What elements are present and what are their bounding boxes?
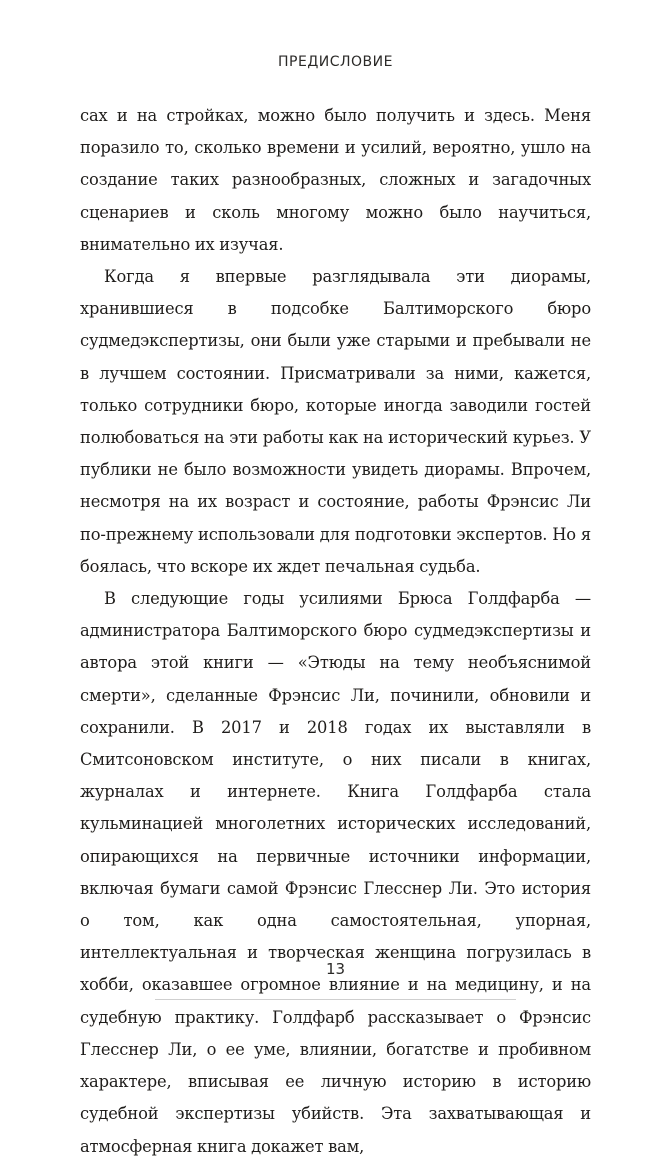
- running-head: ПРЕДИСЛОВИЕ: [278, 54, 393, 70]
- paragraph-continuation: сах и на стройках, можно было получить и здесь. Меня поразило то, сколько времени и усилий, вероятно, ушло на создание таких разнообразных, сложных и загадочных сценариев и сколь многому можно было научиться, внимательно их изучая.: [80, 106, 591, 254]
- paragraph-goldfarb: В следующие годы усилиями Брюса Голдфарба — администратора Балтиморского бюро судмедэкспертизы и автора этой книги — «Этюды на тему необъяснимой смерти», сделанные Фрэнсис Ли, починили, обновили и сохранили. В 2017 и 2018 годах их выставляли в Смитсоновском институте, о них писали в книгах, журналах и интернете. Книга Голдфарба стала кульминацией многолетних исторических исследований, опирающихся на первичные источники информации, включая бумаги самой Фрэнсис Глесснер Ли. Это история о том, как одна самостоятельная, упорная, интеллектуальная и творческая женщина погрузилась в хобби, оказавшее огромное влияние и на медицину, и на судебную практику. Голдфарб рассказывает о Фрэнсис Глесснер Ли, о ее уме, влиянии, богатстве и пробивном характере, вписывая ее личную историю в историю судебной экспертизы убийств. Эта захватывающая и атмосферная книга докажет вам,: [80, 589, 591, 1156]
- body-text: [80, 100, 591, 1163]
- footer-rule: [155, 999, 516, 1000]
- page-number: 13: [325, 960, 346, 978]
- paragraph-dioramas: Когда я впервые разглядывала эти диорамы, хранившиеся в подсобке Балтиморского бюро судмедэкспертизы, они были уже старыми и пребывали не в лучшем состоянии. Присматривали за ними, кажется, только сотрудники бюро, которые иногда заводили гостей полюбоваться на эти работы как на исторический курьез. У публики не было возможности увидеть диорамы. Впрочем, несмотря на их возраст и состояние, работы Фрэнсис Ли по-прежнему использовали для подготовки экспертов. Но я боялась, что вскоре их ждет печальная судьба.: [80, 267, 591, 576]
